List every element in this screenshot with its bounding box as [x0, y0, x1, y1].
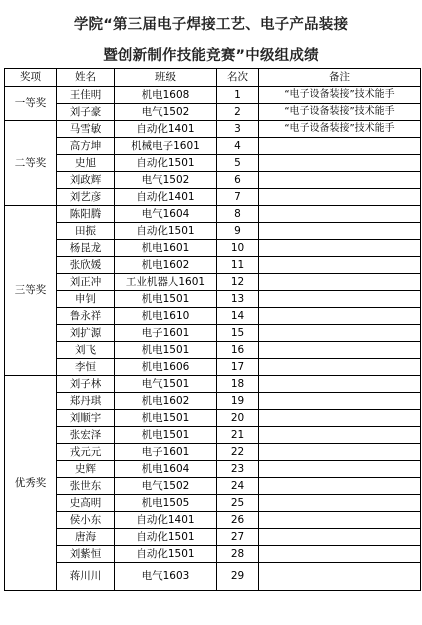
award-cell: 三等奖	[5, 206, 57, 376]
name-cell: 杨昆龙	[57, 240, 115, 257]
table-row	[5, 172, 421, 189]
table-row	[5, 87, 421, 104]
name-cell: 张欣媛	[57, 257, 115, 274]
class-cell: 机电1501	[115, 427, 217, 444]
table-row	[5, 427, 421, 444]
name-cell: 申钊	[57, 291, 115, 308]
class-cell: 机电1610	[115, 308, 217, 325]
note-cell	[259, 359, 421, 376]
table-row	[5, 291, 421, 308]
name-cell: 史高明	[57, 495, 115, 512]
class-cell: 自动化1401	[115, 189, 217, 206]
class-cell: 电气1502	[115, 478, 217, 495]
name-cell: 刘子豪	[57, 104, 115, 121]
name-cell: 刘顺宇	[57, 410, 115, 427]
rank-cell: 2	[217, 104, 259, 121]
note-cell	[259, 444, 421, 461]
name-cell: 刘正冲	[57, 274, 115, 291]
award-cell: 二等奖	[5, 121, 57, 206]
class-cell: 机电1606	[115, 359, 217, 376]
name-cell: 侯小东	[57, 512, 115, 529]
table-row	[5, 342, 421, 359]
rank-cell: 22	[217, 444, 259, 461]
class-cell: 电子1601	[115, 444, 217, 461]
class-cell: 机电1601	[115, 240, 217, 257]
class-cell: 机电1501	[115, 342, 217, 359]
header-class: 班级	[115, 69, 217, 87]
name-cell: 史辉	[57, 461, 115, 478]
rank-cell: 11	[217, 257, 259, 274]
rank-cell: 28	[217, 546, 259, 563]
note-cell	[259, 274, 421, 291]
class-cell: 自动化1401	[115, 121, 217, 138]
table-row	[5, 393, 421, 410]
rank-cell: 29	[217, 563, 259, 591]
class-cell: 自动化1401	[115, 512, 217, 529]
class-cell: 自动化1501	[115, 546, 217, 563]
class-cell: 机电1608	[115, 87, 217, 104]
note-cell: “电子设备装接”技术能手	[259, 121, 421, 138]
name-cell: 唐海	[57, 529, 115, 546]
name-cell: 张宏泽	[57, 427, 115, 444]
rank-cell: 15	[217, 325, 259, 342]
class-cell: 机械电子1601	[115, 138, 217, 155]
note-cell	[259, 206, 421, 223]
table-row	[5, 546, 421, 563]
name-cell: 戎元元	[57, 444, 115, 461]
class-cell: 机电1604	[115, 461, 217, 478]
rank-cell: 24	[217, 478, 259, 495]
table-row	[5, 121, 421, 138]
rank-cell: 13	[217, 291, 259, 308]
note-cell	[259, 138, 421, 155]
award-cell: 优秀奖	[5, 376, 57, 591]
note-cell	[259, 427, 421, 444]
table-header-row	[5, 69, 421, 87]
class-cell: 机电1501	[115, 410, 217, 427]
name-cell: 刘艺彦	[57, 189, 115, 206]
rank-cell: 14	[217, 308, 259, 325]
table-row	[5, 376, 421, 393]
table-row	[5, 563, 421, 591]
note-cell	[259, 325, 421, 342]
header-name: 姓名	[57, 69, 115, 87]
table-row	[5, 274, 421, 291]
award-cell: 一等奖	[5, 87, 57, 121]
note-cell	[259, 376, 421, 393]
rank-cell: 23	[217, 461, 259, 478]
table-row	[5, 240, 421, 257]
header-award: 奖项	[5, 69, 57, 87]
table-row	[5, 359, 421, 376]
class-cell: 电气1502	[115, 172, 217, 189]
table-body	[5, 87, 421, 591]
table-row	[5, 325, 421, 342]
results-table	[4, 68, 421, 591]
note-cell	[259, 257, 421, 274]
note-cell	[259, 172, 421, 189]
rank-cell: 5	[217, 155, 259, 172]
rank-cell: 26	[217, 512, 259, 529]
name-cell: 刘扩源	[57, 325, 115, 342]
rank-cell: 21	[217, 427, 259, 444]
header-note: 备注	[259, 69, 421, 87]
header-rank: 名次	[217, 69, 259, 87]
rank-cell: 12	[217, 274, 259, 291]
class-cell: 电气1502	[115, 104, 217, 121]
class-cell: 自动化1501	[115, 155, 217, 172]
name-cell: 刘政辉	[57, 172, 115, 189]
name-cell: 刘飞	[57, 342, 115, 359]
class-cell: 电气1603	[115, 563, 217, 591]
name-cell: 史旭	[57, 155, 115, 172]
name-cell: 鲁永祥	[57, 308, 115, 325]
note-cell	[259, 495, 421, 512]
note-cell	[259, 240, 421, 257]
name-cell: 王佳明	[57, 87, 115, 104]
class-cell: 机电1602	[115, 393, 217, 410]
rank-cell: 25	[217, 495, 259, 512]
class-cell: 电气1604	[115, 206, 217, 223]
note-cell	[259, 512, 421, 529]
note-cell	[259, 410, 421, 427]
table-row	[5, 410, 421, 427]
name-cell: 张世东	[57, 478, 115, 495]
note-cell	[259, 223, 421, 240]
table-row	[5, 444, 421, 461]
class-cell: 电子1601	[115, 325, 217, 342]
name-cell: 蒋川川	[57, 563, 115, 591]
class-cell: 机电1505	[115, 495, 217, 512]
note-cell	[259, 461, 421, 478]
table-row	[5, 206, 421, 223]
rank-cell: 8	[217, 206, 259, 223]
table-row	[5, 104, 421, 121]
class-cell: 工业机器人1601	[115, 274, 217, 291]
note-cell	[259, 529, 421, 546]
title-line-1: 学院“第三届电子焊接工艺、电子产品装接	[73, 17, 349, 33]
rank-cell: 9	[217, 223, 259, 240]
rank-cell: 7	[217, 189, 259, 206]
note-cell	[259, 189, 421, 206]
note-cell	[259, 308, 421, 325]
table-row	[5, 138, 421, 155]
note-cell: “电子设备装接”技术能手	[259, 87, 421, 104]
rank-cell: 19	[217, 393, 259, 410]
rank-cell: 17	[217, 359, 259, 376]
rank-cell: 27	[217, 529, 259, 546]
rank-cell: 20	[217, 410, 259, 427]
name-cell: 田振	[57, 223, 115, 240]
table-row	[5, 461, 421, 478]
class-cell: 机电1602	[115, 257, 217, 274]
note-cell: “电子设备装接”技术能手	[259, 104, 421, 121]
table-row	[5, 257, 421, 274]
note-cell	[259, 478, 421, 495]
rank-cell: 3	[217, 121, 259, 138]
note-cell	[259, 393, 421, 410]
class-cell: 机电1501	[115, 291, 217, 308]
table-row	[5, 529, 421, 546]
class-cell: 自动化1501	[115, 529, 217, 546]
rank-cell: 18	[217, 376, 259, 393]
note-cell	[259, 155, 421, 172]
name-cell: 李恒	[57, 359, 115, 376]
name-cell: 刘子林	[57, 376, 115, 393]
name-cell: 马雪敏	[57, 121, 115, 138]
rank-cell: 16	[217, 342, 259, 359]
note-cell	[259, 563, 421, 591]
name-cell: 刘紫恒	[57, 546, 115, 563]
note-cell	[259, 546, 421, 563]
document-title	[0, 0, 422, 68]
table-row	[5, 478, 421, 495]
rank-cell: 4	[217, 138, 259, 155]
note-cell	[259, 342, 421, 359]
name-cell: 陈阳腾	[57, 206, 115, 223]
rank-cell: 10	[217, 240, 259, 257]
rank-cell: 6	[217, 172, 259, 189]
class-cell: 电气1501	[115, 376, 217, 393]
note-cell	[259, 291, 421, 308]
table-row	[5, 308, 421, 325]
rank-cell: 1	[217, 87, 259, 104]
name-cell: 高方坤	[57, 138, 115, 155]
table-row	[5, 223, 421, 240]
table-row	[5, 189, 421, 206]
table-row	[5, 512, 421, 529]
class-cell: 自动化1501	[115, 223, 217, 240]
table-row	[5, 495, 421, 512]
name-cell: 郑丹琪	[57, 393, 115, 410]
title-line-2: 暨创新制作技能竞赛”中级组成绩	[103, 48, 319, 64]
table-row	[5, 155, 421, 172]
